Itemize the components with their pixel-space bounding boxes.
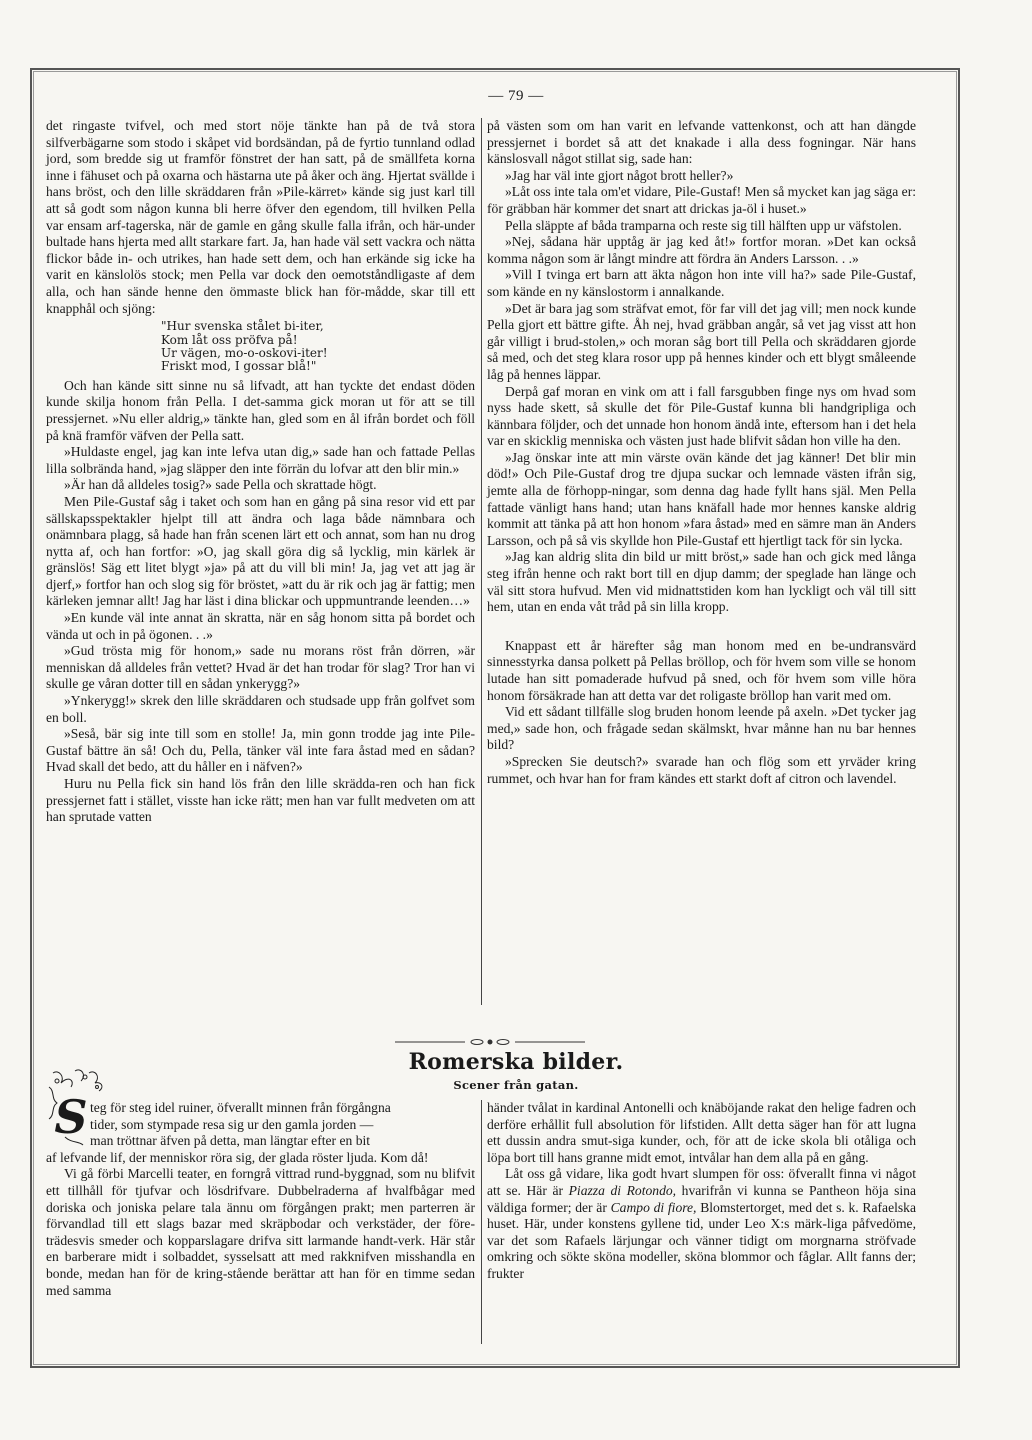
- paragraph: Men Pile-Gustaf såg i taket och som han en gång på sina resor vid ett par sällskapsspektakler hjelpt till att ändra och laga både nämnbara och onämnbara plagg, så hade han från scenen lärt ett och annat, som han nu drog nytta af, och han fortfor: »O, jag skall göra dig så lycklig, min kärlek är gränslös! Säg ett litet blygt »ja» på att du vill bli min! Ja, jag vet att jag är djerf,» fortfor han och slog sig för bröstet, »att du är rik och jag är fattig; men kärleken jemnar allt! Jag har läst i dina blickar och uppmuntrande leenden…»: [46, 493, 475, 609]
- article-title: Romerska bilder.: [408, 1049, 624, 1075]
- place-name: Campo di fiore,: [610, 1199, 697, 1215]
- article-right-column: [487, 1100, 916, 1350]
- poem-line: Ur vägen, mo-o-oskovi-iter!: [161, 345, 328, 360]
- paragraph: Och han kände sitt sinne nu så lifvadt, att han tyckte det endast döden kunde skilja honom från Pella. I det-samma gick moran ut för att se till pressjernet. »Nu eller aldrig,» tänkte han, gled som en ål ifrån bordet och föll på knä framför väfven der Pella satt.: [46, 377, 475, 443]
- paragraph: »Jag kan aldrig slita din bild ur mitt bröst,» sade han och gick med långa steg ifrån henne och rakt bort till en djup damm; der speglade han länge och väl sitt stora hufvud. Men vid midnattstiden kom han lyckligt och väl till sitt hem, utan en enda våt tråd på sin lilla kropp.: [487, 549, 916, 615]
- text-run: Blomstertorget, med det s. k. Rafaelska huset. Här, under konstens gyllene tid, under Leo X:s märk-liga påfvedöme, var det som Rafaels lärjungar och vänner tidigt om morgnarna ströfvade omkring och sökte sköna modeller, sköna blommor och fåglar. Allt fanns der; frukter: [487, 1199, 917, 1281]
- paragraph-line: man tröttnar äfven på detta, man längtar efter en bit: [90, 1133, 371, 1149]
- paragraph: Knappast ett år härefter såg man honom med en be-undransvärd sinnesstyrka dansa polkett på Pellas bröllop, och för hvem som ville se honom lutade han sitt pomaderade hufvud på sned, och för hvem som ville höra honom försäkrade han att detta var det roligaste bröllop han varit med om.: [487, 637, 916, 703]
- paragraph: »Nej, sådana här upptåg är jag ked åt!» fortfor moran. »Det kan också komma någon som är långt mindre att fördra än Anders Larsson. . .»: [487, 234, 916, 266]
- text-run: hvarifrån vi kunna se Pantheon höja sina väldiga former; der är: [487, 1182, 917, 1215]
- paragraph: »Låt oss inte tala om'et vidare, Pile-Gustaf! Men så mycket kan jag säga er: för gräbban här kommer det snart att drickas ja-öl i huset.»: [487, 184, 916, 216]
- ornament-divider: [395, 1037, 585, 1047]
- paragraph: »En kunde väl inte annat än skratta, när en såg honom sitta på bordet och vända ut och in på ögonen. . .»: [46, 610, 475, 642]
- place-name: Piazza di Rotondo,: [568, 1182, 677, 1198]
- paragraph: »Är han då alldeles tosig?» sade Pella och skrattade högt.: [64, 477, 377, 493]
- paragraph: händer tvålat in kardinal Antonelli och knäböjande rakat den helige fadren och derföre erhållit full absolution för lifstiden. Allt detta säger han för att lugna ett dussin andra smut-siga kunder, och, för att de icke skola bli otåliga och löpa bort till hans granne midt emot, intvålar han dem alla på en gång.: [487, 1100, 916, 1165]
- paragraph: Derpå gaf moran en vink om att i fall farsgubben finge nys om hvad som nyss hade skett, så skulle det för Pile-Gustaf kunna bli handgripliga och kännbara följder, och det unnade hon honom ändå inte, eftersom han i det hela var en skicklig menniska och västen just hade blifvit sådan hon ville ha den.: [487, 383, 916, 449]
- column-divider: [481, 118, 482, 1005]
- paragraph: »Jag har väl inte gjort något brott heller?»: [505, 167, 734, 183]
- paragraph: »Huldaste engel, jag kan inte lefva utan dig,» sade han och fattade Pellas lilla solbrända hand, »jag släpper den inte förrän du lofvar att den blir min.»: [46, 444, 475, 476]
- poem-line: Kom låt oss pröfva på!: [161, 332, 298, 347]
- paragraph: »Ynkerygg!» skrek den lille skräddaren och studsade upp från golfvet som en boll.: [46, 693, 475, 725]
- paragraph: Huru nu Pella fick sin hand lös från den lille skrädda-ren och han fick pressjernet fatt i stället, visste han icke rätt; men han var fullt medveten om att han sprutade vatten: [46, 776, 475, 825]
- paragraph: »Seså, bär sig inte till som en stolle! Ja, min gonn trodde jag inte Pile-Gustaf bättre än så! Och du, Pella, tänker väl inte fara åstad med en sådan? Hvad skall det bedo, att du håller en i näfven?»: [46, 726, 475, 775]
- paragraph: Vi gå förbi Marcelli teater, en forngrå vittrad rund-byggnad, som nu blifvit ett tillhåll för tjufvar och lösdrifvare. Dubbelraderna af hvalfbågar med doriska och joniska pelare tala ännu om förgången prakt; men parterren är förvandlad till ett slags bazar med skräpbodar och verkstäder, der före-trädesvis smeder och kopparslagare drifva sitt larmande handt-verk. Här står en barberare midt i solbaddet, sysselsatt att med rakknifven misshandla en bonde, medan han för de kring-stående berättar att han för en timme sedan med samma: [46, 1166, 475, 1298]
- paragraph: på västen som om han varit en lefvande vattenkonst, och att han dängde pressjernet i bordet så att det knakade i alla dess fogningar. När hans känslosvall något stillat sig, sade han:: [487, 118, 916, 167]
- paragraph: Vid ett sådant tillfälle slog bruden honom leende på axeln. »Det tycker jag med,» sade hon, och frågade sedan skälmskt, hvar månne han nu bar hennes bild?: [487, 704, 916, 753]
- paragraph: »Gud trösta mig för honom,» sade nu morans röst från dörren, »är menniskan då alldeles från vettet? Hvad är det han trodar för slag? Tror han vi skulle ge våran dotter till en sådan ynkerygg?»: [46, 643, 475, 692]
- paragraph: »Sprecken Sie deutsch?» svarade han och flög som ett yrväder kring rummet, och hvar han for fram kändes ett starkt doft af citron och lavendel.: [487, 753, 916, 786]
- paragraph: [487, 1166, 916, 1282]
- poem-verse: [161, 320, 475, 374]
- paragraph: »Jag önskar inte att min värste ovän kände det jag känner! Det blir min död!» Och Pile-Gustaf drog tre djupa suckar och lemnade västen ifrån sig, jemte alla de förhopp-ningar, som denna dag hade fyllt hans själ. Men Pella fattade vänligt hans hand; utan hans knäfall hade mor hennes kanske aldrig kommit att tänka på att hon honom »fara åstad» med en sämre man än Anders Larsson, och på så vis skyllde hon Pile-Gustaf ett hjertligt tack för sin lycka.: [487, 449, 916, 548]
- paragraph: det ringaste tvifvel, och med stort nöje tänkte han på de två stora silfverbägarne som stodo i skåpet vid bordsändan, på de fyrtio tunnland odlad jord, som bredde sig ut framför fönstret der han satt, på de smällfeta korna inne i fähuset och på oxarna och hästarna ute på åker och äng. Hjertat svällde i hans bröst, och den lille skräddaren från »Pile-kärret» kände sig just karl till att så godt som någon kunna bli herre öfver den egendom, till hvilken Pella var ensam arf-tagerska, när de gamle en gång skulle falla ifrån, och här-under bultade hans hjerta med allt starkare fart. Ja, han hade väl sett vackra och nätta flickor både in- och utrikes, han hade sett dem, och han erkände sig icke ha varit en känslolös stock; men Pella var dock den oemotståndligaste af dem alla, och han sände henne den ömmaste blick han för-mådde, skar till ett knapphål och sjöng:: [46, 118, 475, 316]
- story-left-column: [46, 118, 475, 1011]
- paragraph-line: teg för steg idel ruiner, öfverallt minnen från förgångna: [90, 1100, 391, 1115]
- article-left-column: [46, 1100, 475, 1350]
- page-number: — 79 —: [488, 88, 544, 104]
- poem-line: "Hur svenska stålet bi-iter,: [161, 319, 324, 334]
- column-divider: [481, 1100, 482, 1344]
- paragraph: »Vill I tvinga ert barn att äkta någon hon inte vill ha?» sade Pile-Gustaf, som kände en ny känslostorm i annalkande.: [487, 267, 916, 299]
- paragraph: »Det är bara jag som sträfvat emot, för far vill det jag vill; men nock kunde Pella gjort ett bättre gifte. Åh nej, hvad gräbban angår, så vet jag visst att hon går villigt i brud-stolen,» och moran såg bort till Pella och skräddaren gjorde så med, och det steg klara rosor upp på hennes kinder och ett blygt småleende låg på hennes läppar.: [487, 300, 916, 382]
- paragraph-line: tider, som stympade resa sig ur den gamla jorden —: [90, 1116, 374, 1132]
- article-subtitle: Scener från gatan.: [453, 1078, 579, 1092]
- section-gap: [487, 616, 916, 638]
- text-run: Låt oss gå vidare, lika godt hvart slumpen för oss: öfverallt finna vi något att se. Här är: [487, 1166, 916, 1198]
- paragraph: Pella släppte af båda tramparna och reste sig till hälften upp ur väfstolen.: [505, 217, 902, 233]
- paragraph: af lefvande lif, der menniskor röra sig, der glada röster ljuda. Kom då!: [46, 1149, 429, 1165]
- story-right-column: [487, 118, 916, 1011]
- poem-line: Friskt mod, I gossar blå!": [161, 359, 317, 374]
- dropcap-letter: S: [54, 1090, 88, 1144]
